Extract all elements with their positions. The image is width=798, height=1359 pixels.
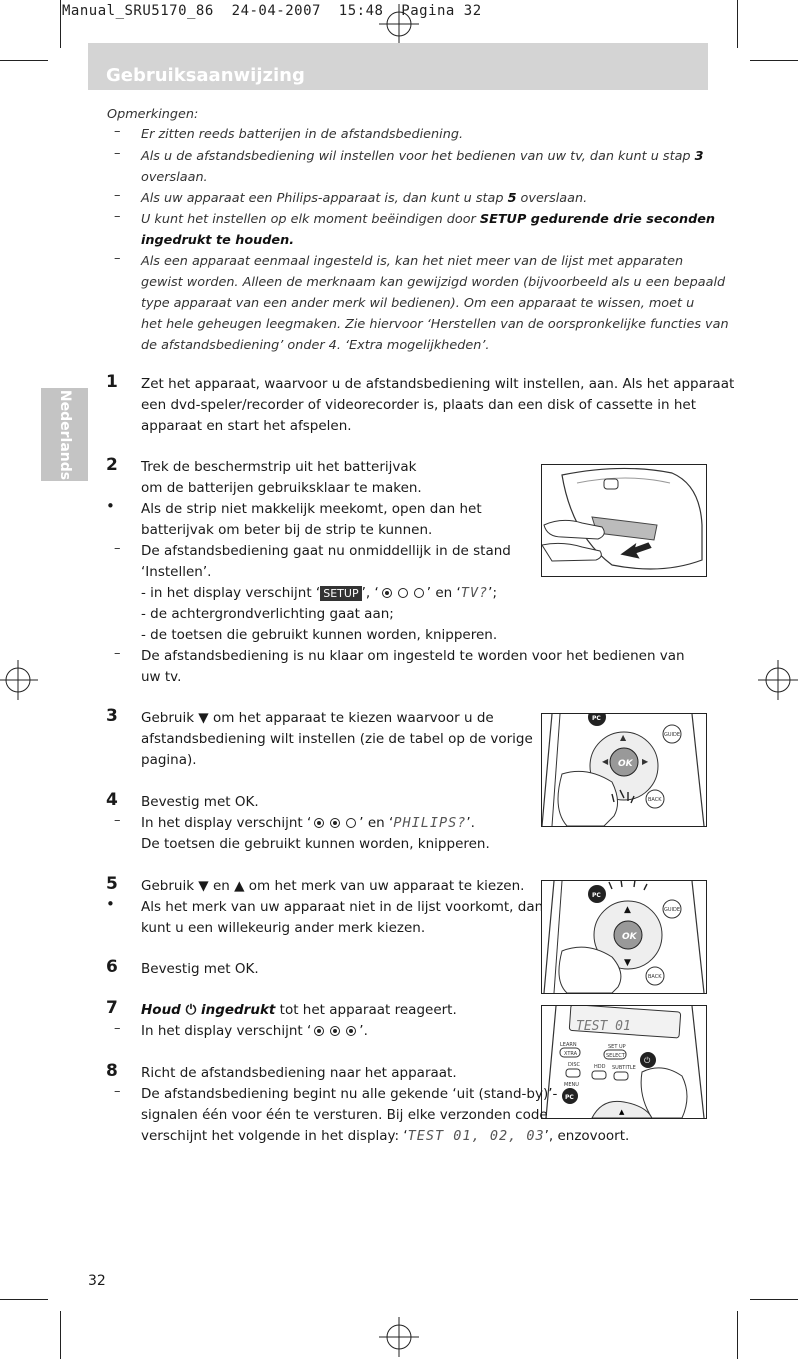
note-item: Als u de afstandsbediening wil instellen voor het bedienen van uw tv, dan kunt u stap 3 xyxy=(141,149,704,164)
page-title: Gebruiksaanwijzing xyxy=(106,65,305,86)
power-icon: ⏻ xyxy=(185,1002,197,1018)
step-2-dash: ‘Instellen’. xyxy=(141,564,212,580)
bullet-icon: • xyxy=(106,497,115,515)
step-7-text: Houd ⏻ ingedrukt tot het apparaat reageert. xyxy=(141,1002,457,1018)
crop-mark xyxy=(0,1299,48,1300)
svg-text:TEST 01: TEST 01 xyxy=(576,1019,631,1034)
step-4-display-line: In het display verschijnt ‘ ’ en ‘PHILIPS?’. xyxy=(141,815,475,831)
step-2-sub: - de achtergrondverlichting gaat aan; xyxy=(141,606,394,622)
step-number: 1 xyxy=(106,372,118,392)
step-3-text: afstandsbediening wilt instellen (zie de tabel op de vorige xyxy=(141,731,533,747)
svg-text:DISC: DISC xyxy=(568,1062,580,1068)
note-item: de afstandsbediening’ onder 4. ‘Extra mogelijkheden’. xyxy=(141,338,490,353)
note-item: ingedrukt te houden. xyxy=(141,233,295,248)
svg-text:GUIDE: GUIDE xyxy=(664,907,681,913)
note-item: type apparaat van een ander merk wil bedienen). Om een apparaat te wissen, moet u xyxy=(141,296,695,311)
svg-text:SUBTITLE: SUBTITLE xyxy=(612,1065,636,1071)
note-item: het hele geheugen leegmaken. Zie hiervoor ‘Herstellen van de oorspronkelijke functies van xyxy=(141,317,729,332)
svg-text:SET UP: SET UP xyxy=(608,1044,626,1050)
step-8-text: Richt de afstandsbediening naar het apparaat. xyxy=(141,1065,457,1081)
crop-mark xyxy=(60,0,61,48)
step-2-bullet: Als de strip niet makkelijk meekomt, open dan het xyxy=(141,501,482,517)
step-6-text: Bevestig met OK. xyxy=(141,961,259,977)
svg-text:▼: ▼ xyxy=(624,958,631,968)
note-item: U kunt het instellen op elk moment beëindigen door SETUP gedurende drie seconden xyxy=(141,212,716,227)
setup-badge: SETUP xyxy=(320,586,361,601)
crop-mark xyxy=(750,60,798,61)
svg-text:BACK: BACK xyxy=(648,797,662,803)
note-item: Als uw apparaat een Philips-apparaat is, dan kunt u stap 5 overslaan. xyxy=(141,191,588,206)
registration-mark-icon xyxy=(756,658,798,702)
step-1-text: Zet het apparaat, waarvoor u de afstandsbediening wilt instellen, aan. Als het apparaat xyxy=(141,376,735,392)
crop-mark xyxy=(60,1311,61,1359)
step-number: 7 xyxy=(106,998,118,1018)
svg-text:LEARN: LEARN xyxy=(560,1042,577,1048)
ok-key: OK xyxy=(234,961,255,977)
indicator-on-icon xyxy=(314,1026,324,1036)
step-number: 3 xyxy=(106,706,118,726)
dash: – xyxy=(114,188,121,203)
registration-mark-icon xyxy=(377,1315,421,1359)
svg-text:◀: ◀ xyxy=(602,757,609,766)
indicator-on-icon xyxy=(314,818,324,828)
svg-text:PC: PC xyxy=(592,892,601,899)
dash: – xyxy=(114,541,121,556)
indicator-on-icon xyxy=(330,818,340,828)
indicator-off-icon xyxy=(346,818,356,828)
step-5-bullet: Als het merk van uw apparaat niet in de lijst voorkomt, dan xyxy=(141,899,544,915)
remote-up-down-illustration xyxy=(541,880,707,994)
svg-text:▲: ▲ xyxy=(624,905,631,915)
indicator-on-icon xyxy=(346,1026,356,1036)
step-number: 2 xyxy=(106,455,118,475)
battery-strip-illustration xyxy=(541,464,707,577)
indicator-on-icon xyxy=(382,588,392,598)
note-item: Als een apparaat eenmaal ingesteld is, kan het niet meer van de lijst met apparaten xyxy=(141,254,684,269)
step-7-display-line: In het display verschijnt ‘ ’. xyxy=(141,1023,368,1039)
dash: – xyxy=(114,146,121,161)
step-number: 4 xyxy=(106,790,118,810)
crop-mark xyxy=(737,0,738,48)
indicator-off-icon xyxy=(414,588,424,598)
step-number: 5 xyxy=(106,874,118,894)
step-2-text: Trek de beschermstrip uit het batterijvak xyxy=(141,459,417,475)
crop-mark xyxy=(737,1311,738,1359)
step-5-bullet: kunt u een willekeurig ander merk kiezen. xyxy=(141,920,426,936)
language-tab-label: Nederlands xyxy=(56,389,73,480)
step-2-dash: uw tv. xyxy=(141,669,182,685)
svg-text:BACK: BACK xyxy=(648,974,662,980)
registration-mark-icon xyxy=(0,658,40,702)
step-2-dash: De afstandsbediening is nu klaar om ingesteld te worden voor het bedienen van xyxy=(141,648,685,664)
step-3-text: pagina). xyxy=(141,752,197,768)
step-8-display-line: verschijnt het volgende in het display: ‘TEST 01, 02, 03’, enzovoort. xyxy=(141,1128,630,1144)
dash: – xyxy=(114,251,121,266)
dash: – xyxy=(114,124,121,139)
step-8-dash: De afstandsbediening begint nu alle gekende ‘uit (stand-by)’- xyxy=(141,1086,558,1102)
note-item: overslaan. xyxy=(141,170,208,185)
notes-heading: Opmerkingen: xyxy=(107,107,199,122)
step-5-text: Gebruik ▼ en ▲ om het merk van uw apparaat te kiezen. xyxy=(141,878,525,894)
svg-text:OK: OK xyxy=(618,759,633,769)
svg-text:⏻: ⏻ xyxy=(644,1056,651,1065)
svg-text:SELECT: SELECT xyxy=(606,1053,625,1059)
bullet-icon: • xyxy=(106,895,115,913)
step-3-text: Gebruik ▼ om het apparaat te kiezen waarvoor u de xyxy=(141,710,494,726)
svg-text:PC: PC xyxy=(592,715,601,722)
remote-down-press-illustration xyxy=(541,713,707,827)
svg-text:▲: ▲ xyxy=(619,1108,625,1116)
dash: – xyxy=(114,209,121,224)
step-4-text: Bevestig met OK. xyxy=(141,794,259,810)
step-2-text: om de batterijen gebruiksklaar te maken. xyxy=(141,480,422,496)
step-2-bullet: batterijvak om beter bij de strip te kunnen. xyxy=(141,522,433,538)
step-1-text: een dvd-speler/recorder of videorecorder is, plaats dan een disk of cassette in het xyxy=(141,397,697,413)
print-slug: Manual_SRU5170_86 24-04-2007 15:48 Pagina 32 xyxy=(62,3,482,19)
step-2-dash: De afstandsbediening gaat nu onmiddellijk in de stand xyxy=(141,543,511,559)
dash: – xyxy=(114,646,121,661)
step-2-sub: - de toetsen die gebruikt kunnen worden, knipperen. xyxy=(141,627,498,643)
language-tab xyxy=(41,388,88,481)
header-band xyxy=(88,43,708,90)
dash: – xyxy=(114,813,121,828)
svg-text:GUIDE: GUIDE xyxy=(664,732,681,738)
registration-mark-icon xyxy=(377,2,421,46)
page-number: 32 xyxy=(88,1273,106,1289)
step-number: 8 xyxy=(106,1061,118,1081)
svg-text:▲: ▲ xyxy=(620,733,627,742)
step-1-text: apparaat en start het afspelen. xyxy=(141,418,352,434)
step-2-display-line: - in het display verschijnt ‘ SETUP ’, ‘ ’ en ‘TV?’; xyxy=(141,585,498,601)
ok-key: OK xyxy=(234,794,255,810)
svg-text:▶: ▶ xyxy=(642,757,649,766)
dash: – xyxy=(114,1021,121,1036)
crop-mark xyxy=(750,1299,798,1300)
svg-text:PC: PC xyxy=(565,1094,574,1101)
step-number: 6 xyxy=(106,957,118,977)
crop-mark xyxy=(0,60,48,61)
note-item: gewist worden. Alleen de merknaam kan gewijzigd worden (bijvoorbeeld als u een bepaald xyxy=(141,275,726,290)
step-4-text: De toetsen die gebruikt kunnen worden, knipperen. xyxy=(141,836,490,852)
svg-text:OK: OK xyxy=(622,932,637,942)
step-8-dash: signalen één voor één te versturen. Bij elke verzonden code xyxy=(141,1107,548,1123)
indicator-off-icon xyxy=(398,588,408,598)
remote-test-display-illustration xyxy=(541,1005,707,1119)
svg-text:XTRA: XTRA xyxy=(564,1051,578,1057)
svg-text:HDD: HDD xyxy=(594,1064,606,1070)
svg-text:MENU: MENU xyxy=(564,1082,579,1088)
note-item: Er zitten reeds batterijen in de afstandsbediening. xyxy=(141,127,464,142)
dash: – xyxy=(114,1084,121,1099)
indicator-on-icon xyxy=(330,1026,340,1036)
